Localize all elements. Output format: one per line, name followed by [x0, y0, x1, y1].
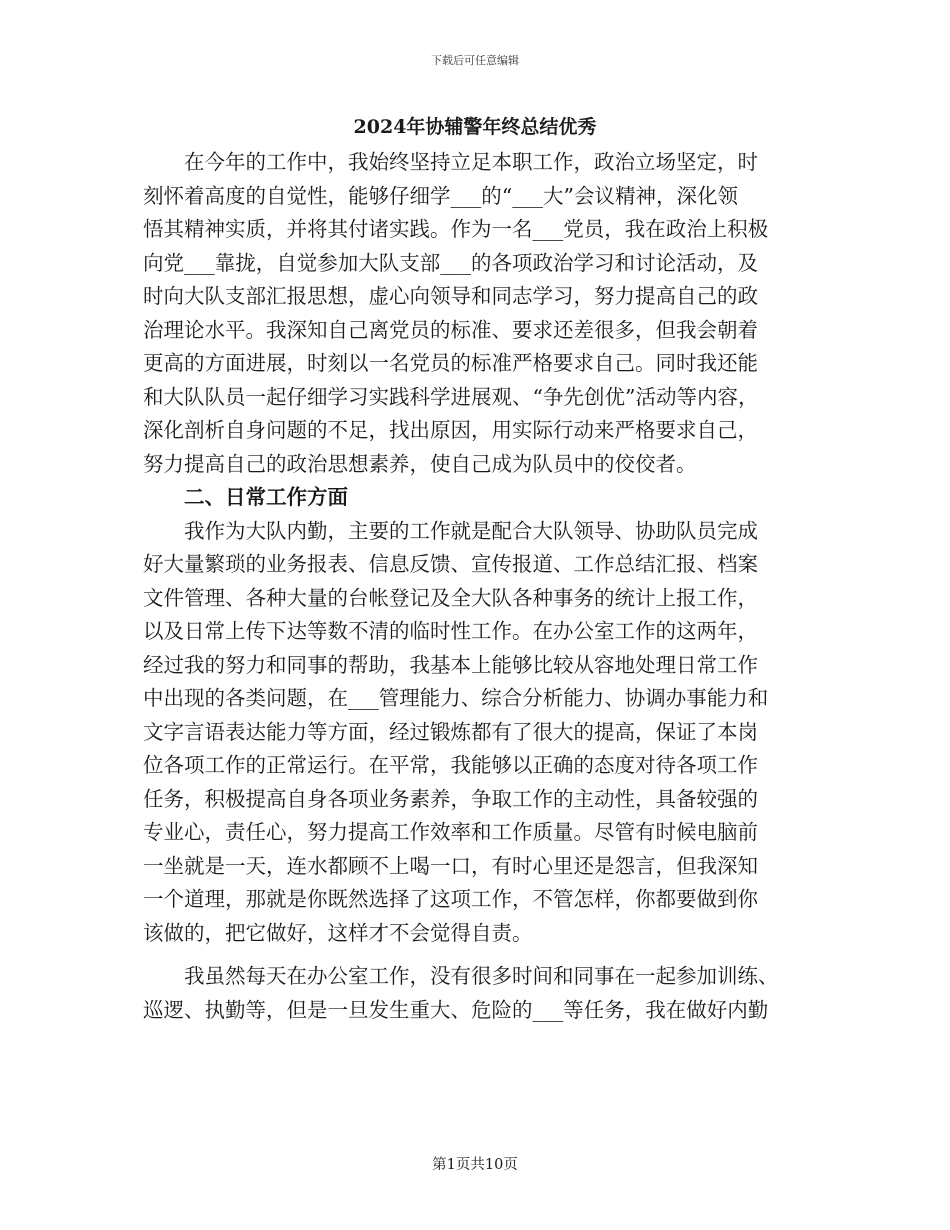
paragraph-field-tasks: 我虽然每天在办公室工作，没有很多时间和同事在一起参加训练、 巡逻、执勤等，但是一旦发生重大、危险的___等任务，我在做好内勤: [143, 964, 779, 1022]
page-footer: 第1页共10页: [432, 1157, 518, 1173]
document-body: [143, 146, 813, 1027]
header-note: 下载后可任意编辑: [431, 54, 519, 67]
section-heading-daily-work: 二、日常工作方面: [184, 485, 348, 509]
paragraph-political: 在今年的工作中，我始终坚持立足本职工作，政治立场坚定，时 刻怀着高度的自觉性，能够仔细学___的“___大”会议精神，深化领 悟其精神实质，并将其付诸实践。作为一名___党员，我在政治上积极 向党___靠拢，自觉参加大队支部___的各项政治学习和讨论活动，及 时向大队支部汇报思想，虚心向领导和同志学习，努力提高自己的政 治理论水平。我深知自己离党员的标准、要求还差很多，但我会朝着 更高的方面进展，时刻以一名党员的标准严格要求自己。同时我还能 和大队队员一起仔细学习实践科学进展观、“争先创优”活动等内容， 深化剖析自身问题的不足，找出原因，用实际行动来严格要求自己， 努力提高自己的政治思想素养，使自己成为队员中的佼佼者。: [143, 150, 769, 476]
document-title: 2024年协辅警年终总结优秀: [353, 116, 597, 138]
paragraph-daily-work: 我作为大队内勤，主要的工作就是配合大队领导、协助队员完成 好大量繁琐的业务报表、信息反馈、宣传报道、工作总结汇报、档案 文件管理、各种大量的台帐登记及全大队各种事务的统计上报工作， 以及日常上传下达等数不清的临时性工作。在办公室工作的这两年， 经过我的努力和同事的帮助，我基本上能够比较从容地处理日常工作 中出现的各类问题，在___管理能力、综合分析能力、协调办事能力和 文字言语表达能力等方面，经过锻炼都有了很大的提高，保证了本岗 位各项工作的正常运行。在平常，我能够以正确的态度对待各项工作 任务，积极提高自身各项业务素养，争取工作的主动性，具备较强的 专业心，责任心，努力提高工作效率和工作质量。尽管有时候电脑前 一坐就是一天，连水都顾不上喝一口，有时心里还是怨言，但我深知 一个道理，那就是你既然选择了这项工作，不管怎样，你都要做到你 该做的，把它做好，这样才不会觉得自责。: [143, 518, 769, 945]
